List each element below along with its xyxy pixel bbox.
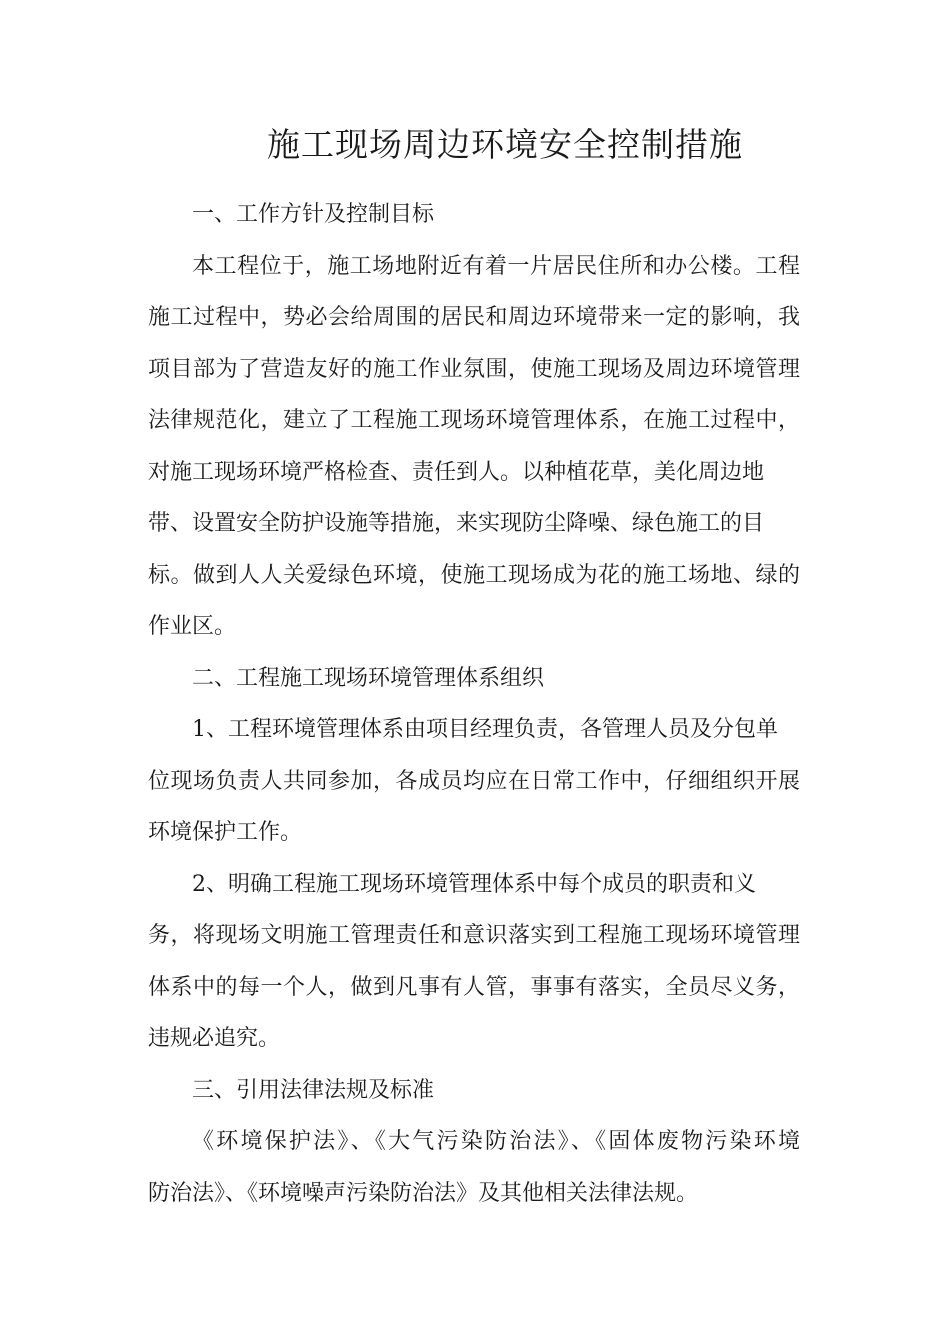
text-line: 1、工程环境管理体系由项目经理负责，各管理人员及分包单 xyxy=(192,717,778,742)
text-line: 环境保护工作。 xyxy=(148,820,303,845)
text-line: 违规必追究。 xyxy=(148,1026,281,1051)
document-title: 施工现场周边环境安全控制措施 xyxy=(267,125,743,164)
text-line: 位现场负责人共同参加，各成员均应在日常工作中，仔细组织开展 xyxy=(148,768,800,794)
text-line: 务，将现场文明施工管理责任和意识落实到工程施工现场环境管理 xyxy=(148,923,800,948)
text-line: 二、工程施工现场环境管理体系组织 xyxy=(192,665,545,691)
text-line: 一、工作方针及控制目标 xyxy=(192,202,435,227)
text-line: 法律规范化，建立了工程施工现场环境管理体系，在施工过程中， xyxy=(148,408,800,433)
text-line: 2、明确工程施工现场环境管理体系中每个成员的职责和义 xyxy=(192,871,756,897)
text-line: 作业区。 xyxy=(148,614,237,639)
text-line: 本工程位于，施工场地附近有着一片居民住所和办公楼。工程 xyxy=(192,253,800,279)
text-line: 对施工现场环境严格检查、责任到人。以种植花草，美化周边地 xyxy=(148,459,765,485)
text-line: 标。做到人人关爱绿色环境，使施工现场成为花的施工场地、绿的 xyxy=(148,562,800,588)
text-line: 体系中的每一个人，做到凡事有人管，事事有落实，全员尽义务， xyxy=(148,974,800,1000)
text-line: 项目部为了营造友好的施工作业氛围，使施工现场及周边环境管理 xyxy=(148,356,800,382)
text-line: 带、设置安全防护设施等措施，来实现防尘降噪、绿色施工的目 xyxy=(148,511,765,536)
text-line: 施工过程中，势必会给周围的居民和周边环境带来一定的影响，我 xyxy=(148,305,800,330)
text-line: 防治法》、《环境噪声污染防治法》及其他相关法律法规。 xyxy=(148,1180,699,1206)
text-line: 《环境保护法》、《大气污染防治法》、《固体废物污染环境 xyxy=(192,1129,800,1154)
document-body xyxy=(148,189,800,1219)
text-line: 三、引用法律法规及标准 xyxy=(192,1077,435,1103)
